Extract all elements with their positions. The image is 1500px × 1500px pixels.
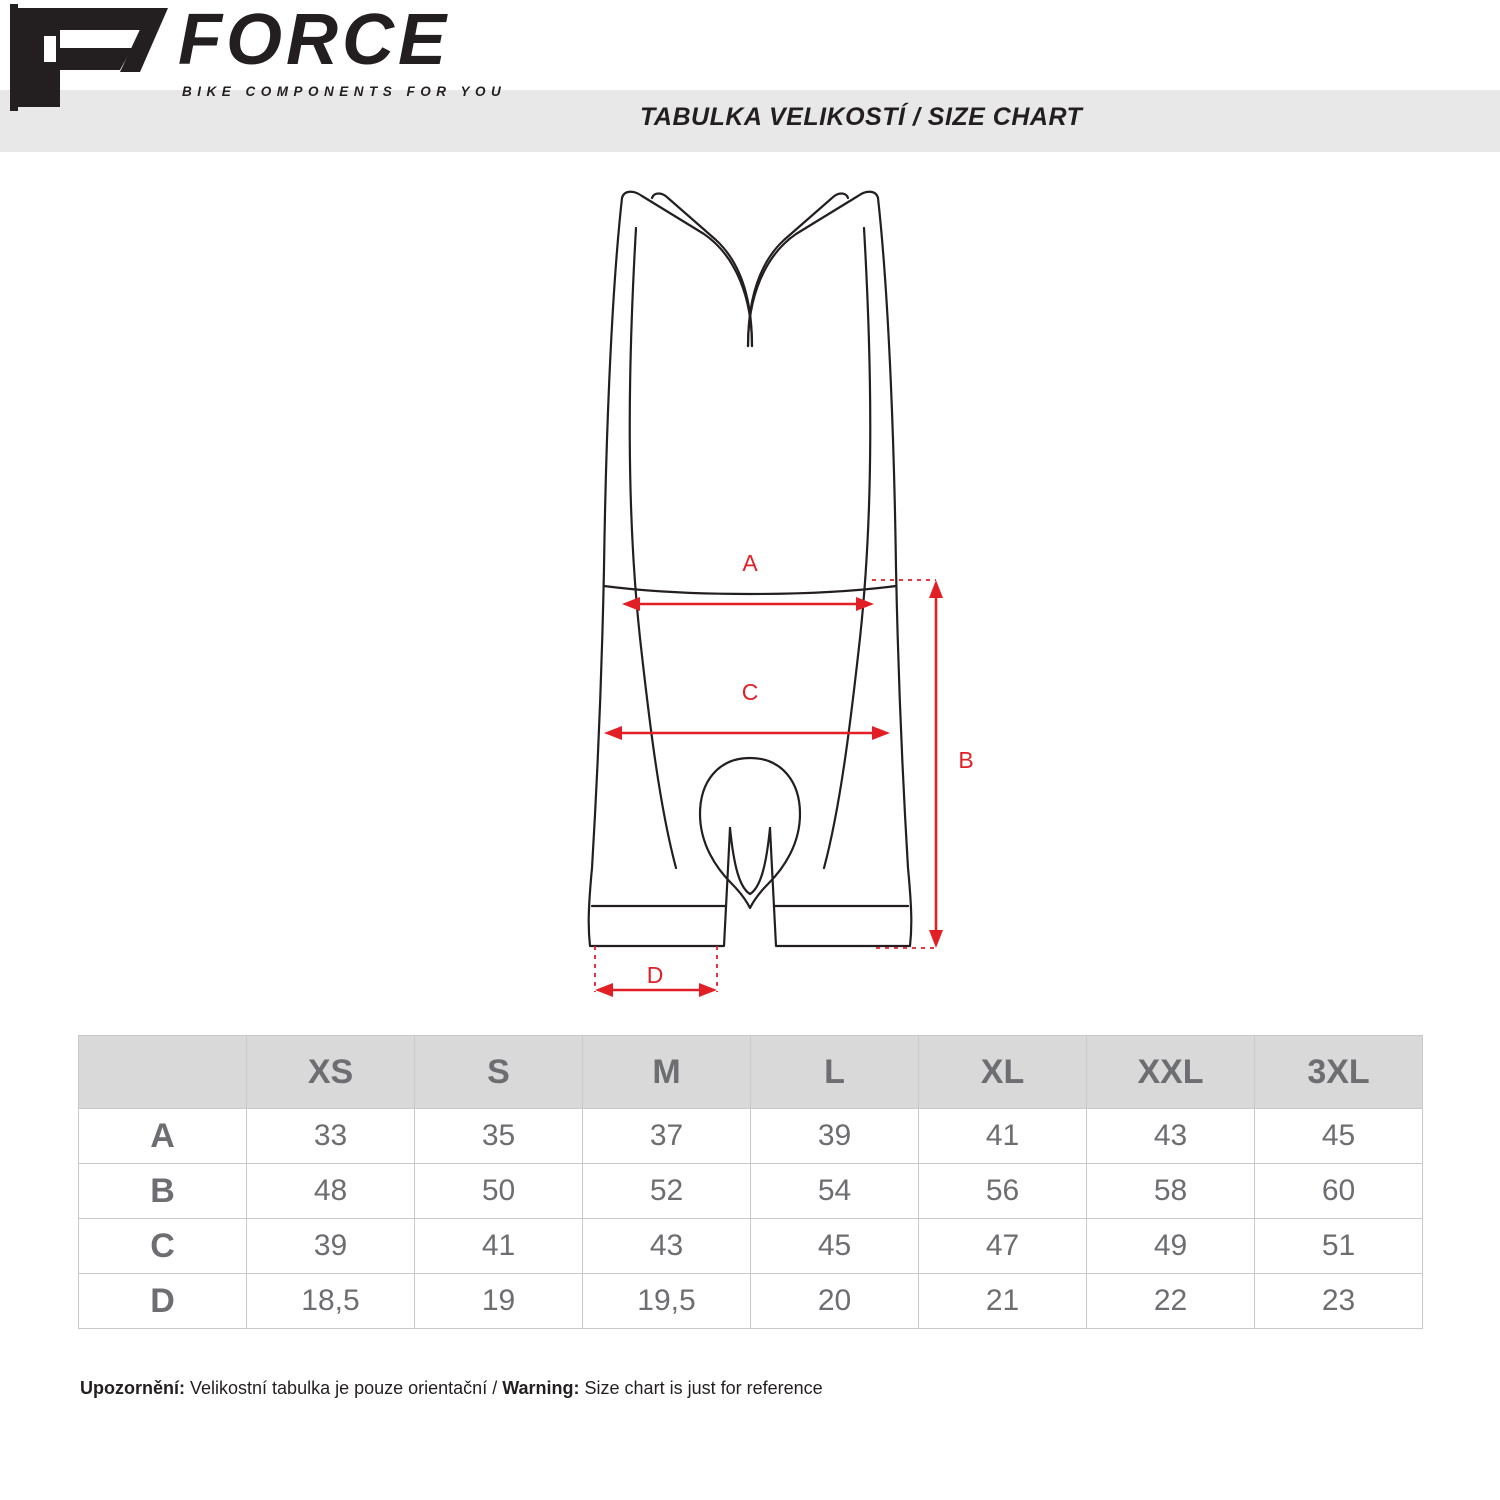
footnote-en-bold: Warning: (502, 1378, 580, 1398)
table-row (79, 1219, 1423, 1274)
bib-shorts-technical-drawing (0, 168, 1500, 1023)
cell-c-m: 43 (583, 1219, 751, 1274)
row-label-d: D (79, 1274, 247, 1329)
table-corner-cell (79, 1036, 247, 1109)
page-header (0, 0, 1500, 168)
label-c: C (741, 679, 759, 705)
col-header-xl: XL (919, 1036, 1087, 1109)
cell-a-xxl: 43 (1087, 1109, 1255, 1164)
cell-b-3xl: 60 (1255, 1164, 1423, 1219)
label-a: A (742, 550, 758, 576)
cell-d-s: 19 (415, 1274, 583, 1329)
table-row (79, 1109, 1423, 1164)
cell-b-s: 50 (415, 1164, 583, 1219)
cell-c-3xl: 51 (1255, 1219, 1423, 1274)
cell-c-l: 45 (751, 1219, 919, 1274)
cell-a-3xl: 45 (1255, 1109, 1423, 1164)
table-header-row (79, 1036, 1423, 1109)
col-header-l: L (751, 1036, 919, 1109)
cell-c-xl: 47 (919, 1219, 1087, 1274)
cell-a-xl: 41 (919, 1109, 1087, 1164)
cell-c-s: 41 (415, 1219, 583, 1274)
cell-d-xl: 21 (919, 1274, 1087, 1329)
size-chart-table-wrapper (78, 1035, 1423, 1329)
cell-c-xxl: 49 (1087, 1219, 1255, 1274)
measure-b-arrow (929, 580, 943, 948)
cell-c-xs: 39 (247, 1219, 415, 1274)
bib-shorts-diagram (0, 168, 1500, 1023)
cell-b-l: 54 (751, 1164, 919, 1219)
size-chart-body (79, 1109, 1423, 1329)
page-title: TABULKA VELIKOSTÍ / SIZE CHART (640, 103, 1083, 131)
force-logo-mark (0, 0, 170, 115)
row-label-b: B (79, 1164, 247, 1219)
size-chart-table (78, 1035, 1423, 1329)
footnote-cs-text: Velikostní tabulka je pouze orientační / (185, 1378, 503, 1398)
row-label-c: C (79, 1219, 247, 1274)
footnote (80, 1378, 823, 1399)
force-logo-wordmark: FORCE (178, 0, 450, 80)
col-header-s: S (415, 1036, 583, 1109)
cell-b-m: 52 (583, 1164, 751, 1219)
force-logo-tagline: BIKE COMPONENTS FOR YOU (182, 84, 507, 99)
cell-a-m: 37 (583, 1109, 751, 1164)
col-header-3xl: 3XL (1255, 1036, 1423, 1109)
measure-a-arrow (622, 597, 874, 611)
label-d: D (646, 962, 664, 988)
cell-d-m: 19,5 (583, 1274, 751, 1329)
cell-a-l: 39 (751, 1109, 919, 1164)
cell-b-xl: 56 (919, 1164, 1087, 1219)
row-label-a: A (79, 1109, 247, 1164)
col-header-xxl: XXL (1087, 1036, 1255, 1109)
footnote-cs-bold: Upozornění: (80, 1378, 185, 1398)
table-row (79, 1164, 1423, 1219)
col-header-m: M (583, 1036, 751, 1109)
size-chart-head (79, 1036, 1423, 1109)
cell-d-l: 20 (751, 1274, 919, 1329)
cell-d-3xl: 23 (1255, 1274, 1423, 1329)
cell-d-xs: 18,5 (247, 1274, 415, 1329)
cell-b-xs: 48 (247, 1164, 415, 1219)
table-row (79, 1274, 1423, 1329)
label-b: B (958, 747, 974, 773)
footnote-en-text: Size chart is just for reference (579, 1378, 823, 1398)
col-header-xs: XS (247, 1036, 415, 1109)
cell-a-xs: 33 (247, 1109, 415, 1164)
cell-d-xxl: 22 (1087, 1274, 1255, 1329)
cell-b-xxl: 58 (1087, 1164, 1255, 1219)
cell-a-s: 35 (415, 1109, 583, 1164)
